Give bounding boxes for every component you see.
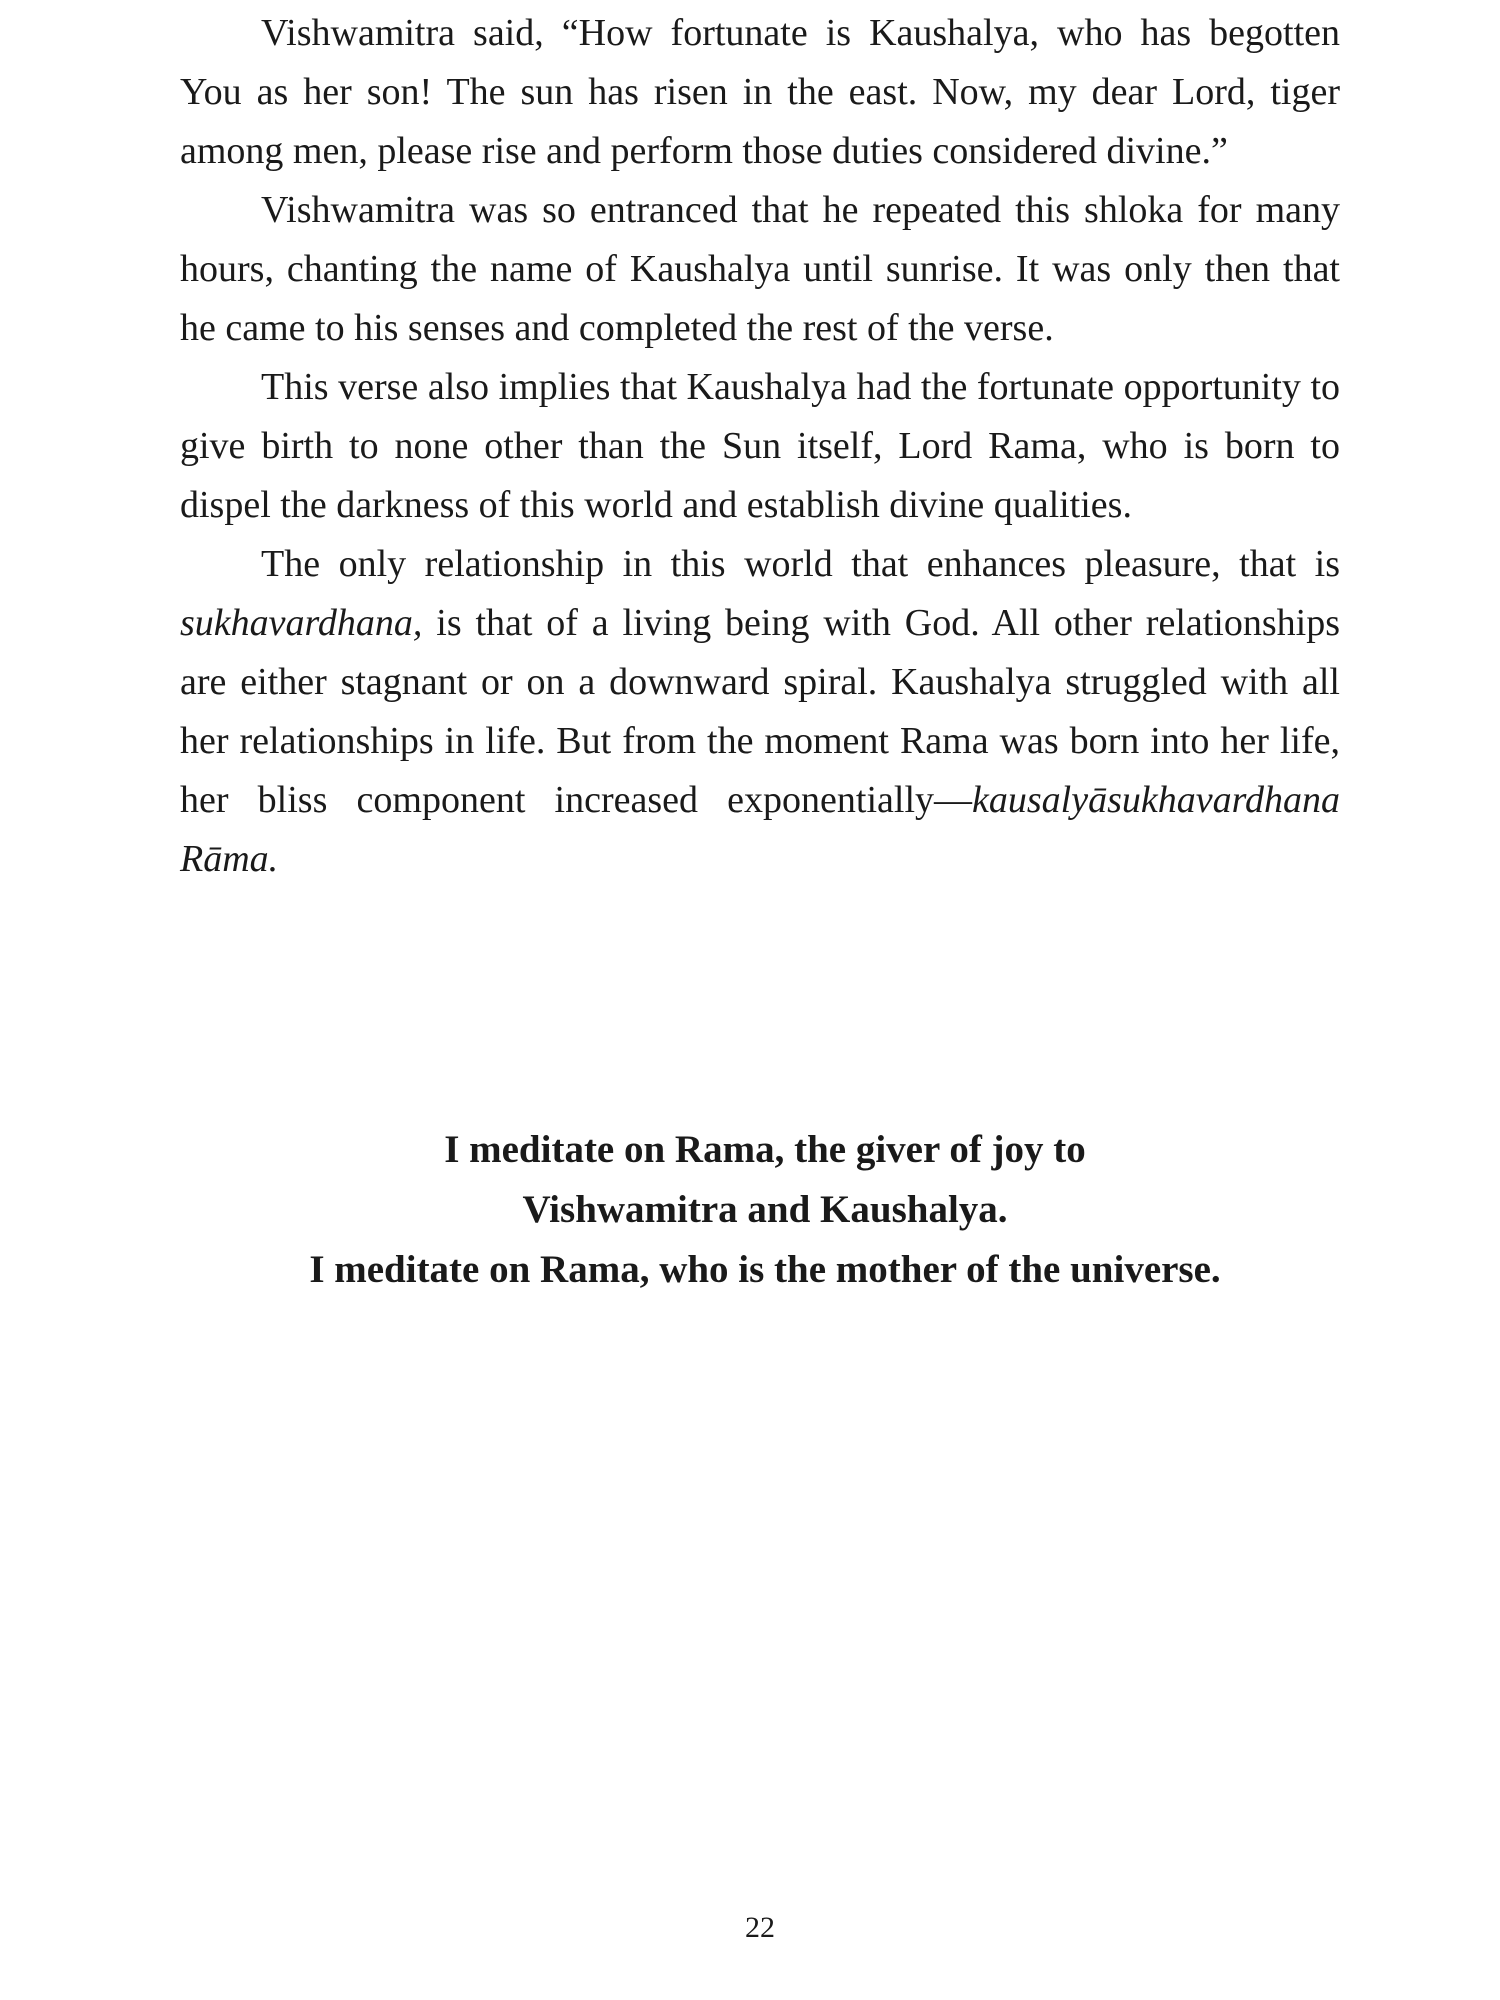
paragraph-3: This verse also implies that Kaushalya had the fortunate opportunity to give birth to none other than the Sun itself, Lord Rama, who is born to dispel the darkness of this world and establish divine qualities. [180, 366, 1340, 526]
meditation-verse [150, 1120, 1380, 1300]
sukhavardhana-term: sukhavardhana, [180, 602, 423, 644]
sanskrit-epithet: kausalyāsukhavardhana Rāma. [180, 779, 1340, 880]
paragraph-4 [180, 535, 1340, 889]
paragraph-4-part-1: The only relationship in this world that enhances pleasure, that is [261, 543, 1340, 585]
verse-line-2: Vishwamitra and Kaushalya. [522, 1188, 1008, 1231]
body-text [180, 4, 1340, 889]
paragraph-1: Vishwamitra said, “How fortunate is Kaushalya, who has begotten You as her son! The sun has risen in the east. Now, my dear Lord, tiger among men, please rise and perform those duties considered divine.” [180, 12, 1340, 172]
page-number: 22 [745, 1911, 775, 1944]
verse-line-1: I meditate on Rama, the giver of joy to [444, 1128, 1086, 1171]
paragraph-2: Vishwamitra was so entranced that he repeated this shloka for many hours, chanting the name of Kaushalya until sunrise. It was only then that he came to his senses and completed the rest of the verse. [180, 189, 1340, 349]
paragraph-4-part-2: is that of a living being with God. All other relationships are either stagnant or on a downward spiral. Kaushalya struggled with all her relationships in life. But from the moment Rama was born into her life, her bliss component increased exponentially— [180, 602, 1340, 821]
verse-line-3: I meditate on Rama, who is the mother of the universe. [309, 1248, 1221, 1291]
